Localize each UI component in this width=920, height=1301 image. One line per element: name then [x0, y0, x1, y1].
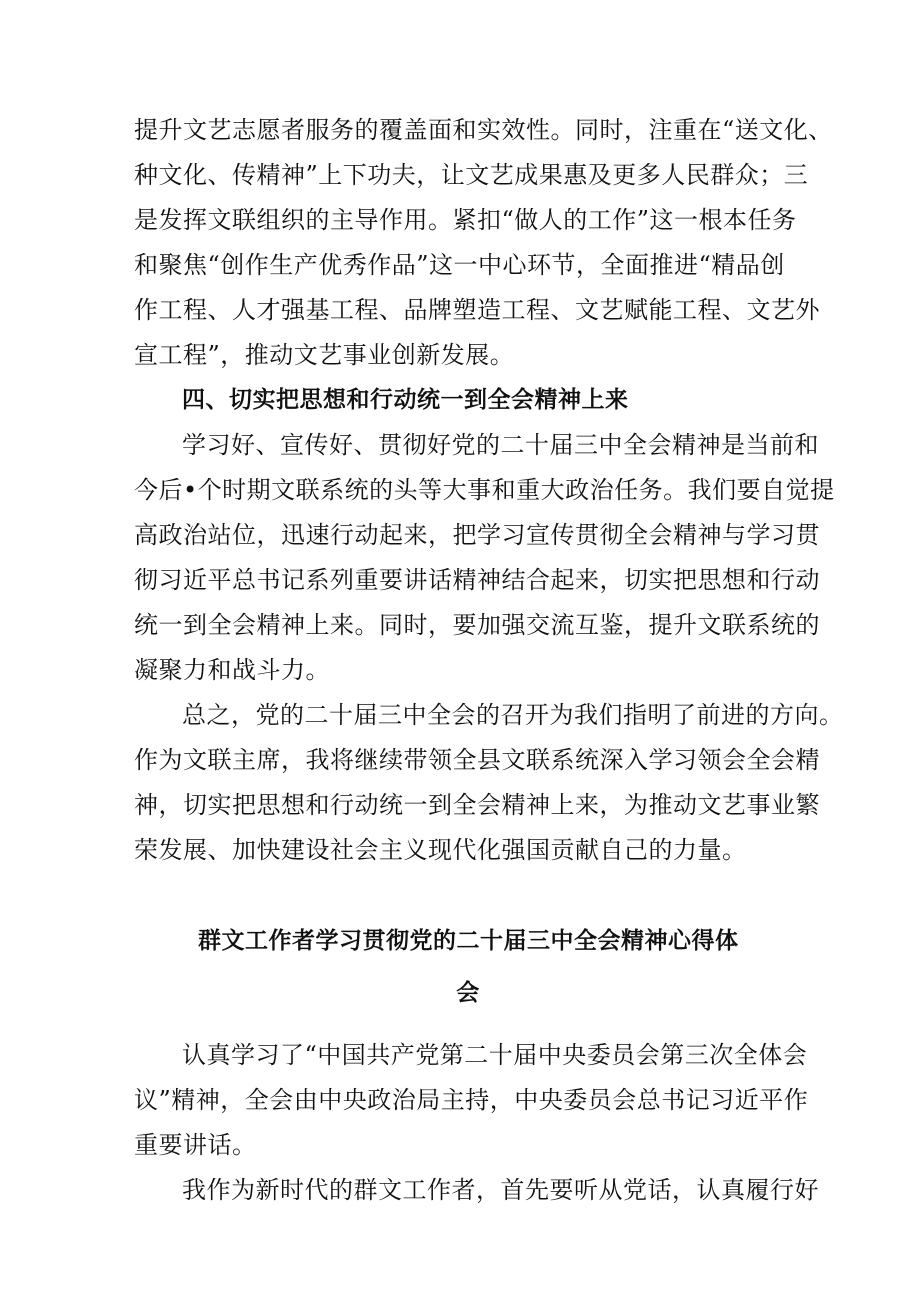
text-line: 宣工程”，推动文艺事业创新发展。	[134, 341, 515, 369]
text-line: 彻习近平总书记系列重要讲话精神结合起来，切实把思想和行动	[134, 566, 820, 594]
text-line: 和聚焦“创作生产优秀作品”这一中心环节，全面推进“精品创	[134, 251, 785, 279]
paragraph	[134, 693, 844, 873]
text-line: 种文化、传精神”上下功夫，让文艺成果惠及更多人民群众；三	[134, 161, 809, 189]
paragraph	[134, 1033, 809, 1168]
section-heading: 四、切实把思想和行动统一到全会精神上来	[182, 387, 629, 413]
text-line: 统一到全会精神上来。同时，要加强交流互鉴，提升文联系统的	[134, 611, 820, 639]
text-line: 议”精神，全会由中央政治局主持，中央委员会总书记习近平作	[134, 1086, 809, 1114]
paragraph	[134, 423, 835, 693]
text-line: 凝聚力和战斗力。	[134, 656, 330, 684]
text-line: 高政治站位，迅速行动起来，把学习宣传贯彻全会精神与学习贯	[134, 521, 820, 549]
text-line: 学习好、宣传好、贯彻好党的二十届三中全会精神是当前和	[182, 431, 819, 459]
text-line: 作为文联主席，我将继续带领全县文联系统深入学习领会全会精	[134, 746, 820, 774]
text-line: 作工程、人才强基工程、品牌塑造工程、文艺赋能工程、文艺外	[134, 296, 820, 324]
text-line: 我作为新时代的群文工作者，首先要听从党话，认真履行好	[182, 1176, 819, 1204]
paragraph	[134, 1168, 819, 1213]
article-title	[134, 915, 802, 1019]
text-line: 是发挥文联组织的主导作用。紧扣“做人的工作”这一根本任务	[134, 206, 797, 234]
article-title-line: 会	[456, 980, 480, 1006]
document-page	[134, 108, 844, 1213]
text-line: 认真学习了“中国共产党第二十届中央委员会第三次全体会	[182, 1041, 808, 1069]
section-continuation	[134, 108, 833, 378]
text-line: 荣发展、加快建设社会主义现代化强国贡献自己的力量。	[134, 836, 747, 864]
text-line: 神，切实把思想和行动统一到全会精神上来，为推动文艺事业繁	[134, 791, 820, 819]
text-line: 提升文艺志愿者服务的覆盖面和实效性。同时，注重在“送文化、	[134, 116, 833, 144]
text-line: 今后•个时期文联系统的头等大事和重大政治任务。我们要自觉提	[134, 476, 835, 504]
article-title-line: 群文工作者学习贯彻党的二十届三中全会精神心得体	[198, 928, 739, 954]
text-line: 总之，党的二十届三中全会的召开为我们指明了前进的方向。	[182, 701, 844, 729]
text-line: 重要讲话。	[134, 1131, 257, 1159]
